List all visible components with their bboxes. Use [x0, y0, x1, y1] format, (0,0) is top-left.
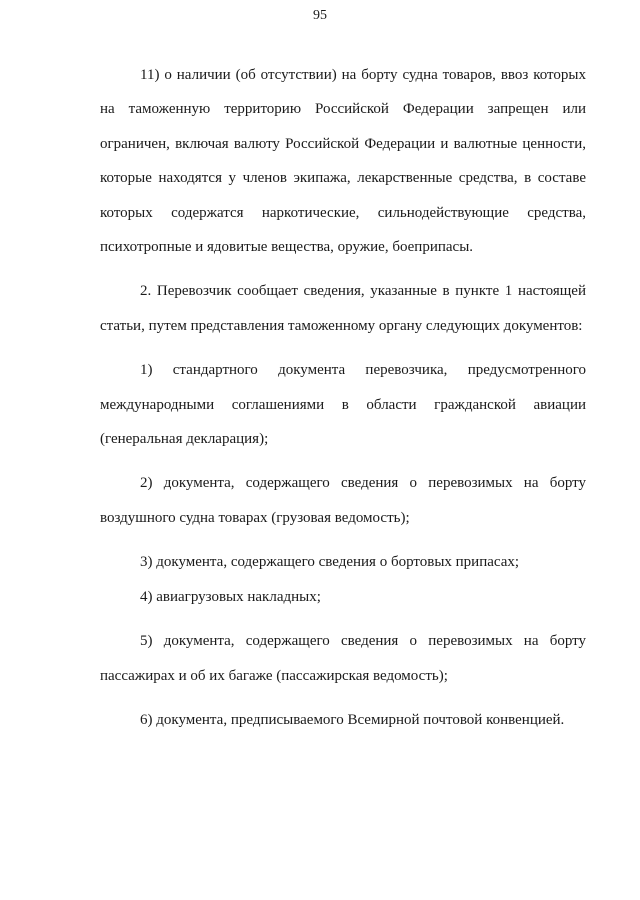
paragraph-gap — [100, 343, 586, 353]
paragraph-document-5: 5) документа, содержащего сведения о перевозимых на борту пассажирах и об их багаже (пассажирская ведомость); — [100, 633, 586, 684]
paragraph-gap — [100, 535, 586, 545]
document-body — [100, 58, 586, 737]
paragraph-article-point-2: 2. Перевозчик сообщает сведения, указанные в пункте 1 настоящей статьи, путем представления таможенному органу следующих документов: — [100, 283, 586, 334]
page-number: 95 — [313, 8, 327, 23]
paragraph-document-2: 2) документа, содержащего сведения о перевозимых на борту воздушного судна товарах (грузовая ведомость); — [100, 475, 586, 526]
paragraph-document-3: 3) документа, содержащего сведения о бортовых припасах; — [140, 554, 520, 571]
paragraph-gap — [100, 456, 586, 466]
paragraph-gap — [100, 614, 586, 624]
paragraph-document-1: 1) стандартного документа перевозчика, предусмотренного международными соглашениями в области гражданской авиации (генеральная декларация); — [100, 362, 586, 448]
paragraph-gap — [100, 264, 586, 274]
paragraph-document-6: 6) документа, предписываемого Всемирной почтовой конвенцией. — [140, 711, 565, 728]
paragraph-document-4: 4) авиагрузовых накладных; — [140, 588, 321, 605]
paragraph-item-11: 11) о наличии (об отсутствии) на борту судна товаров, ввоз которых на таможенную территорию Российской Федерации запрещен или ограничен, включая валюту Российской Федерации и валютные ценности, которые находятся у членов экипажа, лекарственные средства, в составе которых содержатся наркотические, сильнодействующие средства, психотропные и ядовитые вещества, оружие, боеприпасы. — [100, 67, 586, 256]
paragraph-gap — [100, 693, 586, 703]
